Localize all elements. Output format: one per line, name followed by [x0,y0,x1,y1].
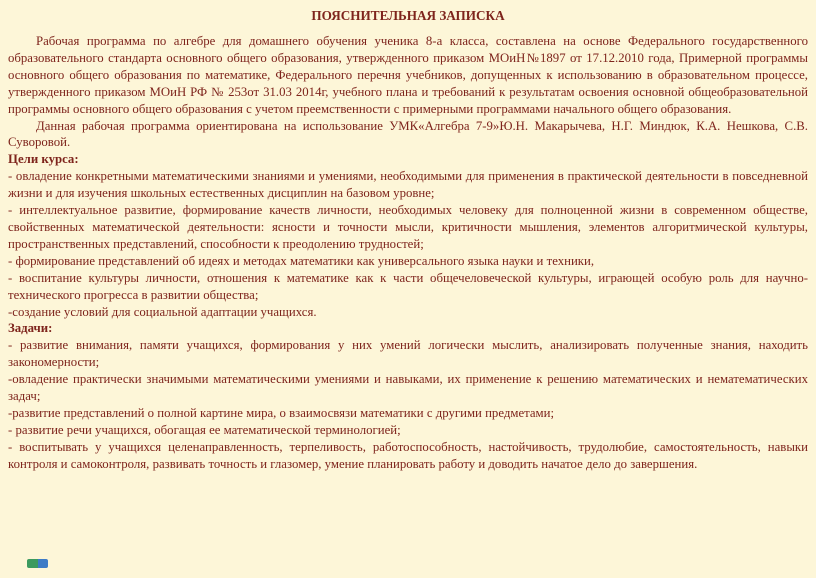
page-corner-icon [27,559,48,568]
corner-icon-green-chip [27,559,38,568]
section-heading-tasks: Задачи: [8,321,53,336]
goal-item: -создание условий для социальной адаптации учащихся. [8,304,317,319]
task-item: -овладение практически значимыми математическими умениями и навыками, их применение к решению математических и нематематических задач; [8,372,808,404]
goal-item: - воспитание культуры личности, отношения к математике как к части общечеловеческой культуры, играющей особую роль для научно-технического прогресса в развитии общества; [8,270,808,302]
task-item: - развитие внимания, памяти учащихся, формирования у них умений логически мыслить, анализировать полученные знания, находить закономерности; [8,338,808,370]
goal-item: - овладение конкретными математическими знаниями и умениями, необходимыми для применения в практической деятельности в повседневной жизни и для изучения школьных естественных дисциплин на базовом уровне; [8,169,808,201]
task-item: - воспитывать у учащихся целенаправленность, терпеливость, работоспособность, настойчивость, трудолюбие, самостоятельность, навыки контроля и самоконтроля, развивать точность и глазомер, умение планировать работу и доводить начатое дело до завершения. [8,439,808,471]
task-item: -развитие представлений о полной картине мира, о взаимосвязи математики с другими предметами; [8,405,555,420]
goal-item: - формирование представлений об идеях и методах математики как универсального языка науки и техники, [8,253,595,268]
section-heading-goals: Цели курса: [8,152,79,167]
paragraph-intro: Рабочая программа по алгебре для домашнего обучения ученика 8-а класса, составлена на основе Федерального государственного образовательного стандарта основного общего образования, утвержденного приказом МОиН№1897 от 17.12.2010 года, Примерной программы основного общего образования по математике, Федерального перечня учебников, допущенных к использованию в образовательном процессе, утвержденного приказом МОиН РФ № 253от 31.03 2014г, учебного плана и требований к результатам освоения основной общеобразовательной программы основного общего образования с учетом преемственности с примерными программами начального общего образования. [8,34,808,116]
corner-icon-blue-chip [38,559,49,568]
paragraph-umk: Данная рабочая программа ориентирована на использование УМК«Алгебра 7-9»Ю.Н. Макарычева, Н.Г. Миндюк, К.А. Нешкова, С.В. Суворовой. [8,118,808,150]
goal-item: - интеллектуальное развитие, формирование качеств личности, необходимых человеку для полноценной жизни в современном обществе, свойственных математической деятельности: ясности и точности мысли, критичности мышления, элементов алгоритмической культуры, пространственных представлений, способности к преодолению трудностей; [8,203,808,251]
document-title: ПОЯСНИТЕЛЬНАЯ ЗАПИСКА [311,8,505,23]
task-item: - развитие речи учащихся, обогащая ее математической терминологией; [8,422,401,437]
